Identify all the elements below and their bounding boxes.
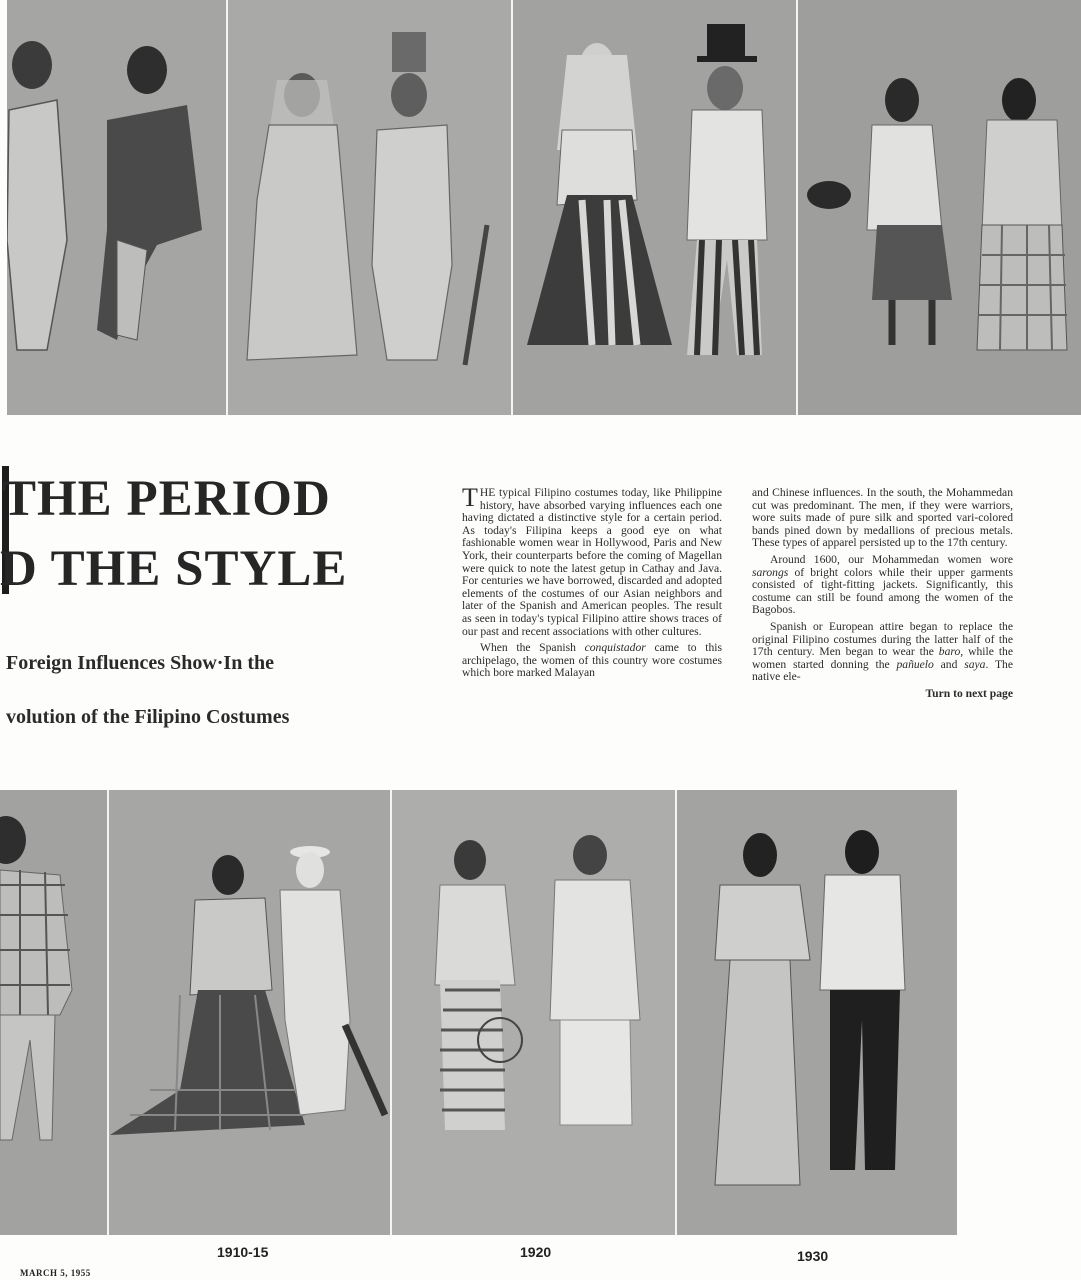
col2-paragraph-2-start: Around 1600, our Mohammedan women wore — [770, 552, 1013, 566]
caption-1910-15: 1910-15 — [217, 1244, 269, 1260]
caption-1930: 1930 — [797, 1248, 829, 1264]
col2-paragraph-3-end: . The native ele- — [752, 657, 1013, 684]
col2-paragraph-3-start: Spanish or European attire began to replace the original Filipino costumes during the latter half of the 17th century. Men began to wear the — [752, 619, 1013, 659]
col2-paragraph-3-and: and — [933, 657, 965, 671]
drop-cap: T — [462, 483, 478, 512]
col1-paragraph-2-end: came to this archipelago, the women of this country wore costumes which bore marked Malayan — [462, 641, 723, 680]
turn-to-next-page[interactable]: Turn to next page — [925, 686, 1013, 700]
headline-line-1: THE PERIOD — [2, 471, 331, 527]
col1-paragraph-2-em: conquistador — [584, 641, 646, 655]
col2-paragraph-3-em-baro: baro — [938, 645, 961, 659]
subheadline-line-2: volution of the Filipino Costumes — [6, 706, 290, 728]
article-column-1 — [462, 483, 723, 684]
col2-paragraph-2-end: of bright colors while their upper garments consisted of tight-fitting jackets. Significantly, this costume can still be found among the women of the Bagobos. — [752, 565, 1013, 617]
article-column-2 — [752, 487, 1013, 701]
caption-1920: 1920 — [520, 1244, 552, 1260]
col2-paragraph-3-em-saya: saya — [964, 657, 986, 671]
col2-paragraph-2-em: sarongs — [752, 565, 789, 579]
col2-paragraph-3-mid: , while the women started donning the — [752, 645, 1013, 671]
col2-paragraph-3-em-panuelo: pañuelo — [896, 657, 934, 671]
top-illustration — [7, 0, 1081, 415]
bottom-illustration — [0, 790, 957, 1235]
col1-paragraph-1: HE typical Filipino costumes today, like Philippine history, have absorbed varying influences each one having dictated a distinctive style for a certain period. As today's Filipina keeps a good eye on what fashionable women wear in Hollywood, Paris and New York, their counterparts before the coming of Magellan were quick to note the latest getup in Cathay and Java. For centuries we have borrowed, discarded and adopted elements of the costumes of our Asian neighbors and later of the Spanish and American peoples. The result as seen in today's typical Filipino attire shows traces of our past and recent associations with other cultures. — [462, 486, 722, 638]
subheadline-line-1: Foreign Influences Show·In the — [6, 652, 274, 674]
headline-line-2: D THE STYLE — [0, 541, 348, 597]
issue-date: MARCH 5, 1955 — [20, 1268, 91, 1278]
col2-paragraph-1: and Chinese influences. In the south, the Mohammedan cut was predominant. The men, if they were warriors, wore suits made of pure silk and sported vari-colored bands pined down by medallions of precious metals. These types of apparel persisted up to the 17th century. — [752, 486, 1013, 550]
col1-paragraph-2-start: When the Spanish — [480, 641, 585, 655]
